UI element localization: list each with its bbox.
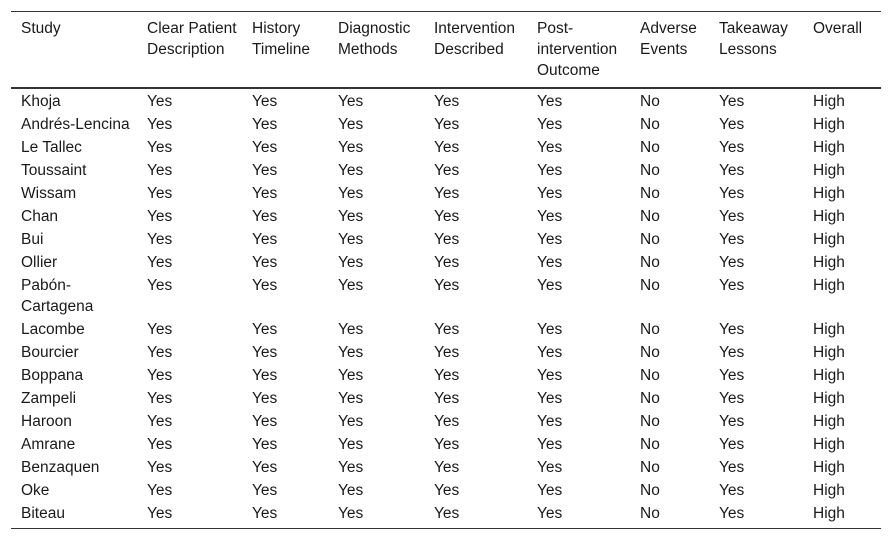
cell-history-timeline: Yes [252,436,278,453]
cell-adverse-events: No [640,344,660,361]
table-row [11,502,881,529]
cell-diagnostic-methods: Yes [338,231,364,248]
table-row [11,341,881,364]
cell-adverse-events: No [640,367,660,384]
cell-history-timeline: Yes [252,116,278,133]
table-row [11,433,881,456]
cell-clear-patient-description: Yes [147,185,173,202]
cell-diagnostic-methods: Yes [338,139,364,156]
cell-takeaway-lessons: Yes [719,459,745,476]
cell-adverse-events: No [640,162,660,179]
cell-overall: High [813,254,845,271]
cell-diagnostic-methods: Yes [338,505,364,522]
cell-post-intervention-outcome: Yes [537,321,563,338]
table-row [11,182,881,205]
cell-diagnostic-methods: Yes [338,116,364,133]
cell-diagnostic-methods: Yes [338,321,364,338]
cell-history-timeline: Yes [252,277,278,294]
cell-diagnostic-methods: Yes [338,367,364,384]
column-header-history-timeline: History Timeline [252,20,310,58]
cell-adverse-events: No [640,277,660,294]
cell-clear-patient-description: Yes [147,277,173,294]
cell-takeaway-lessons: Yes [719,367,745,384]
cell-post-intervention-outcome: Yes [537,505,563,522]
cell-post-intervention-outcome: Yes [537,116,563,133]
cell-diagnostic-methods: Yes [338,254,364,271]
cell-history-timeline: Yes [252,185,278,202]
cell-study: Boppana [21,367,84,384]
cell-study: Amrane [21,436,76,453]
cell-history-timeline: Yes [252,231,278,248]
cell-clear-patient-description: Yes [147,367,173,384]
table-row [11,410,881,433]
cell-intervention-described: Yes [434,93,460,110]
cell-post-intervention-outcome: Yes [537,93,563,110]
cell-clear-patient-description: Yes [147,344,173,361]
cell-post-intervention-outcome: Yes [537,367,563,384]
table-row [11,387,881,410]
cell-overall: High [813,390,845,407]
cell-clear-patient-description: Yes [147,162,173,179]
table-row [11,228,881,251]
table-row [11,364,881,387]
column-header-diagnostic-methods: Diagnostic Methods [338,20,411,58]
cell-intervention-described: Yes [434,254,460,271]
table-row [11,113,881,136]
cell-takeaway-lessons: Yes [719,277,745,294]
cell-intervention-described: Yes [434,459,460,476]
cell-overall: High [813,139,845,156]
cell-intervention-described: Yes [434,505,460,522]
quality-assessment-table-container [11,11,881,529]
cell-intervention-described: Yes [434,208,460,225]
table-body [11,88,881,529]
cell-overall: High [813,413,845,430]
cell-diagnostic-methods: Yes [338,162,364,179]
cell-overall: High [813,93,845,110]
cell-takeaway-lessons: Yes [719,231,745,248]
cell-post-intervention-outcome: Yes [537,482,563,499]
table-row [11,88,881,113]
cell-takeaway-lessons: Yes [719,139,745,156]
table-row [11,251,881,274]
cell-intervention-described: Yes [434,413,460,430]
cell-takeaway-lessons: Yes [719,254,745,271]
table-row [11,136,881,159]
cell-study: Chan [21,208,59,225]
cell-intervention-described: Yes [434,321,460,338]
cell-history-timeline: Yes [252,139,278,156]
table-row [11,205,881,228]
cell-study: Benzaquen [21,459,100,476]
cell-intervention-described: Yes [434,231,460,248]
cell-post-intervention-outcome: Yes [537,413,563,430]
cell-study: Toussaint [21,162,87,179]
cell-diagnostic-methods: Yes [338,436,364,453]
cell-post-intervention-outcome: Yes [537,162,563,179]
cell-history-timeline: Yes [252,93,278,110]
cell-adverse-events: No [640,505,660,522]
cell-takeaway-lessons: Yes [719,413,745,430]
cell-history-timeline: Yes [252,344,278,361]
cell-study: Haroon [21,413,72,430]
cell-overall: High [813,436,845,453]
cell-overall: High [813,185,845,202]
cell-overall: High [813,116,845,133]
column-header-post-intervention-outcome: Post-intervention Outcome [537,20,618,79]
cell-clear-patient-description: Yes [147,482,173,499]
cell-overall: High [813,208,845,225]
table-header [11,12,881,89]
column-header-takeaway-lessons: Takeaway Lessons [719,20,788,58]
cell-clear-patient-description: Yes [147,208,173,225]
cell-diagnostic-methods: Yes [338,344,364,361]
cell-history-timeline: Yes [252,162,278,179]
cell-post-intervention-outcome: Yes [537,139,563,156]
cell-history-timeline: Yes [252,208,278,225]
cell-clear-patient-description: Yes [147,254,173,271]
quality-assessment-table [11,11,881,529]
cell-adverse-events: No [640,459,660,476]
cell-overall: High [813,162,845,179]
cell-takeaway-lessons: Yes [719,185,745,202]
column-header-overall: Overall [813,20,863,37]
cell-history-timeline: Yes [252,321,278,338]
cell-adverse-events: No [640,254,660,271]
cell-adverse-events: No [640,208,660,225]
cell-overall: High [813,231,845,248]
cell-intervention-described: Yes [434,390,460,407]
column-header-intervention-described: Intervention Described [434,20,515,58]
cell-history-timeline: Yes [252,459,278,476]
cell-post-intervention-outcome: Yes [537,277,563,294]
cell-diagnostic-methods: Yes [338,390,364,407]
cell-history-timeline: Yes [252,254,278,271]
cell-post-intervention-outcome: Yes [537,436,563,453]
cell-overall: High [813,482,845,499]
cell-intervention-described: Yes [434,344,460,361]
cell-takeaway-lessons: Yes [719,93,745,110]
cell-intervention-described: Yes [434,436,460,453]
cell-post-intervention-outcome: Yes [537,254,563,271]
cell-adverse-events: No [640,482,660,499]
cell-adverse-events: No [640,390,660,407]
cell-post-intervention-outcome: Yes [537,185,563,202]
cell-diagnostic-methods: Yes [338,459,364,476]
cell-takeaway-lessons: Yes [719,436,745,453]
cell-adverse-events: No [640,185,660,202]
cell-study: Bui [21,231,44,248]
cell-clear-patient-description: Yes [147,93,173,110]
cell-clear-patient-description: Yes [147,390,173,407]
cell-study: Bourcier [21,344,79,361]
cell-study: Wissam [21,185,77,202]
table-row [11,479,881,502]
table-row [11,456,881,479]
cell-study: Ollier [21,254,58,271]
cell-intervention-described: Yes [434,482,460,499]
cell-clear-patient-description: Yes [147,436,173,453]
cell-intervention-described: Yes [434,367,460,384]
cell-intervention-described: Yes [434,185,460,202]
cell-overall: High [813,321,845,338]
cell-takeaway-lessons: Yes [719,116,745,133]
cell-study: Biteau [21,505,65,522]
cell-takeaway-lessons: Yes [719,344,745,361]
cell-clear-patient-description: Yes [147,459,173,476]
cell-intervention-described: Yes [434,116,460,133]
cell-clear-patient-description: Yes [147,139,173,156]
cell-adverse-events: No [640,436,660,453]
cell-post-intervention-outcome: Yes [537,208,563,225]
cell-diagnostic-methods: Yes [338,208,364,225]
cell-takeaway-lessons: Yes [719,162,745,179]
cell-study: Khoja [21,93,61,110]
cell-clear-patient-description: Yes [147,413,173,430]
table-row [11,159,881,182]
cell-clear-patient-description: Yes [147,231,173,248]
cell-diagnostic-methods: Yes [338,482,364,499]
cell-overall: High [813,459,845,476]
cell-overall: High [813,344,845,361]
cell-overall: High [813,277,845,294]
column-header-study: Study [21,20,61,37]
cell-history-timeline: Yes [252,505,278,522]
cell-history-timeline: Yes [252,482,278,499]
cell-adverse-events: No [640,93,660,110]
cell-history-timeline: Yes [252,390,278,407]
cell-study: Lacombe [21,321,85,338]
cell-history-timeline: Yes [252,413,278,430]
column-header-adverse-events: Adverse Events [640,20,697,58]
cell-takeaway-lessons: Yes [719,390,745,407]
cell-diagnostic-methods: Yes [338,413,364,430]
table-row [11,318,881,341]
cell-post-intervention-outcome: Yes [537,459,563,476]
cell-study: Oke [21,482,50,499]
cell-diagnostic-methods: Yes [338,93,364,110]
cell-overall: High [813,367,845,384]
cell-adverse-events: No [640,231,660,248]
cell-overall: High [813,505,845,522]
cell-intervention-described: Yes [434,139,460,156]
cell-diagnostic-methods: Yes [338,277,364,294]
cell-intervention-described: Yes [434,162,460,179]
table-row [11,274,881,318]
cell-adverse-events: No [640,116,660,133]
cell-diagnostic-methods: Yes [338,185,364,202]
column-header-clear-patient-description: Clear Patient Description [147,20,237,58]
cell-history-timeline: Yes [252,367,278,384]
cell-post-intervention-outcome: Yes [537,390,563,407]
cell-adverse-events: No [640,139,660,156]
header-row [11,12,881,89]
cell-study: Andrés-Lencina [21,116,130,133]
cell-takeaway-lessons: Yes [719,208,745,225]
cell-clear-patient-description: Yes [147,116,173,133]
cell-clear-patient-description: Yes [147,505,173,522]
cell-takeaway-lessons: Yes [719,321,745,338]
cell-post-intervention-outcome: Yes [537,344,563,361]
cell-adverse-events: No [640,413,660,430]
cell-study: Le Tallec [21,139,82,156]
cell-adverse-events: No [640,321,660,338]
cell-post-intervention-outcome: Yes [537,231,563,248]
cell-takeaway-lessons: Yes [719,505,745,522]
cell-clear-patient-description: Yes [147,321,173,338]
cell-intervention-described: Yes [434,277,460,294]
cell-takeaway-lessons: Yes [719,482,745,499]
cell-study: Pabón-Cartagena [21,277,94,315]
cell-study: Zampeli [21,390,77,407]
